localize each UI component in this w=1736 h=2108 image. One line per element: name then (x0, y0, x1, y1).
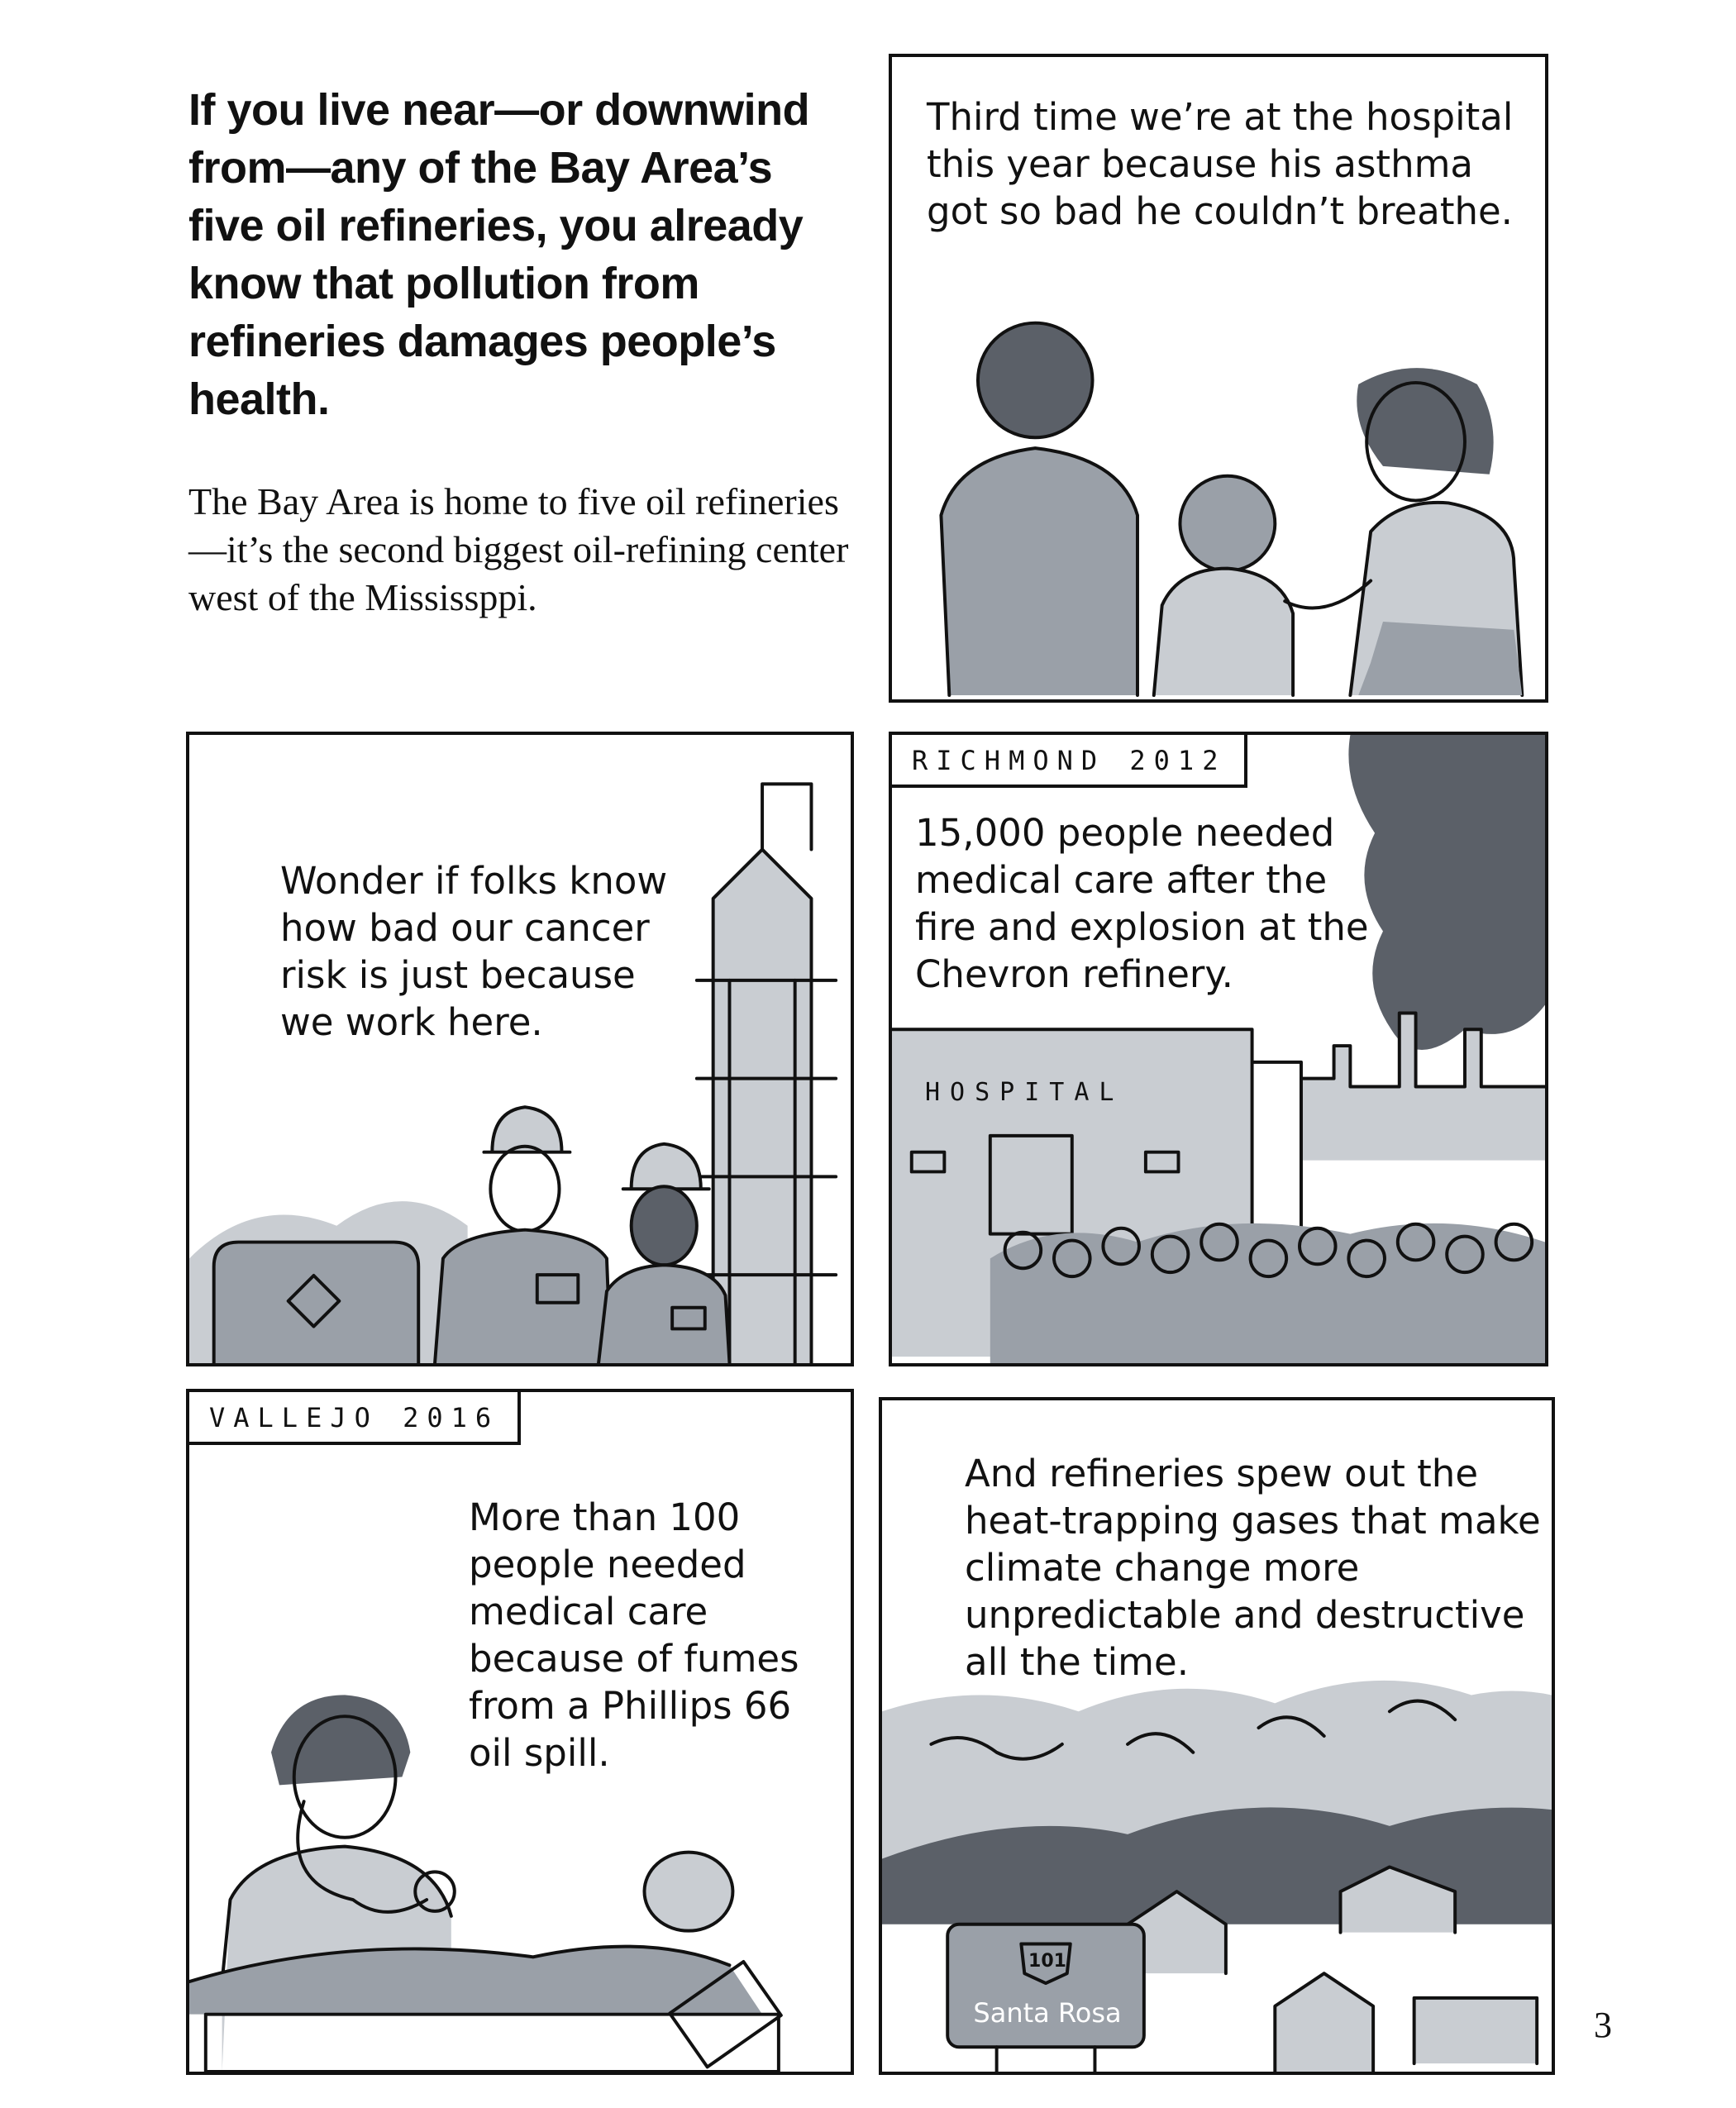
hospital-sign: HOSPITAL (925, 1078, 1124, 1107)
panel-caption: And refineries spew out the heat-trapping gases that make climate change more unpredictable and destructive all the time. (965, 1452, 1541, 1684)
intro-body: The Bay Area is home to five oil refineries—it’s the second biggest oil-refining center west of the Mississppi. (188, 480, 849, 618)
page-number: 3 (1594, 2005, 1612, 2045)
intro-heading: If you live near—or downwind from—any of the Bay Area’s five oil refineries, you already know that pollution from refineries damages people’s health. (188, 85, 810, 424)
panel-caption: 15,000 people needed medical care after the fire and explosion at the Chevron refinery. (915, 811, 1369, 996)
highway-shield-number: 101 (1028, 1951, 1066, 1972)
road-sign-text: Santa Rosa (973, 1997, 1122, 2029)
panel-santa-rosa (879, 1397, 1555, 2075)
panel-vallejo (186, 1389, 854, 2075)
panel-workers (186, 732, 854, 1366)
panel-caption: More than 100 people needed medical care because of fumes from a Phillips 66 oil spill. (469, 1495, 799, 1775)
location-tag: VALLEJO 2016 (186, 1389, 521, 1445)
panel-caption: Wonder if folks know how bad our cancer risk is just because we work here. (280, 859, 668, 1044)
location-tag: RICHMOND 2012 (889, 732, 1247, 788)
workers-illustration (189, 735, 851, 1363)
panel-richmond (889, 732, 1548, 1366)
panel-caption: Third time we’re at the hospital this year because his asthma got so bad he couldn’t breathe. (927, 95, 1514, 233)
panel-hospital-family (889, 54, 1548, 703)
